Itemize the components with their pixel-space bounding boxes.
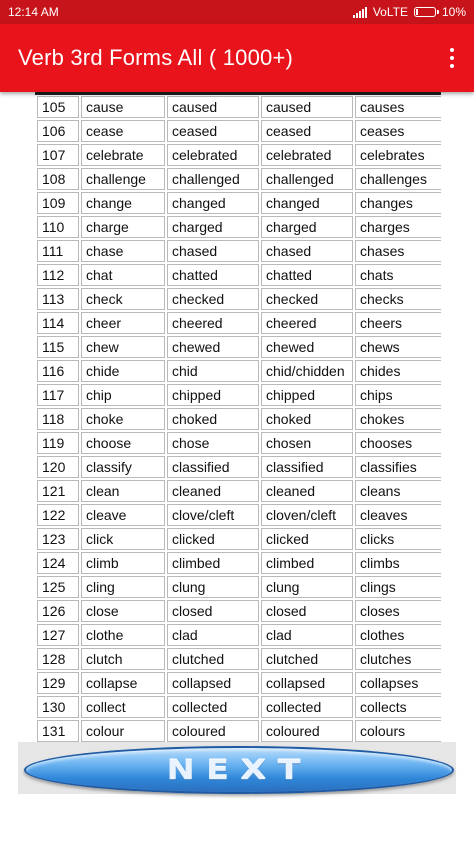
table-row	[37, 552, 441, 574]
cell-past-participle: checked	[261, 288, 353, 310]
cell-past-participle: ceased	[261, 120, 353, 142]
cell-past-form: choked	[167, 408, 259, 430]
cell-base-form: clean	[81, 480, 165, 502]
cell-base-form: chide	[81, 360, 165, 382]
cell-third-person-form: chokes	[355, 408, 441, 430]
cell-third-person-form: causes	[355, 96, 441, 118]
cell-third-person-form: chews	[355, 336, 441, 358]
cell-past-participle: celebrated	[261, 144, 353, 166]
cell-base-form: change	[81, 192, 165, 214]
cell-third-person-form: collapses	[355, 672, 441, 694]
table-row	[37, 720, 441, 742]
cell-past-form: chid	[167, 360, 259, 382]
table-row	[37, 192, 441, 214]
cell-row-number: 108	[37, 168, 79, 190]
table-row	[37, 120, 441, 142]
cell-base-form: choke	[81, 408, 165, 430]
cell-past-participle: challenged	[261, 168, 353, 190]
cell-row-number: 125	[37, 576, 79, 598]
cell-row-number: 118	[37, 408, 79, 430]
cell-third-person-form: changes	[355, 192, 441, 214]
cell-row-number: 127	[37, 624, 79, 646]
cell-base-form: chew	[81, 336, 165, 358]
cell-base-form: classify	[81, 456, 165, 478]
cell-base-form: clothe	[81, 624, 165, 646]
cell-third-person-form: charges	[355, 216, 441, 238]
cell-third-person-form: colours	[355, 720, 441, 742]
cell-row-number: 109	[37, 192, 79, 214]
cell-row-number: 123	[37, 528, 79, 550]
cell-past-participle: changed	[261, 192, 353, 214]
cell-past-participle: clad	[261, 624, 353, 646]
cell-third-person-form: chooses	[355, 432, 441, 454]
status-bar	[0, 0, 474, 24]
table-row	[37, 504, 441, 526]
cell-third-person-form: closes	[355, 600, 441, 622]
cell-row-number: 106	[37, 120, 79, 142]
cell-past-participle: cheered	[261, 312, 353, 334]
table-row	[37, 240, 441, 262]
battery-icon	[414, 7, 436, 17]
cell-base-form: cause	[81, 96, 165, 118]
cell-row-number: 112	[37, 264, 79, 286]
cell-third-person-form: ceases	[355, 120, 441, 142]
cell-past-form: celebrated	[167, 144, 259, 166]
battery-percent: 10%	[441, 5, 466, 19]
table-row	[37, 624, 441, 646]
cell-base-form: choose	[81, 432, 165, 454]
cell-past-form: chased	[167, 240, 259, 262]
cell-third-person-form: cleaves	[355, 504, 441, 526]
table-row	[37, 408, 441, 430]
table-row	[37, 96, 441, 118]
cell-past-participle: chid/chidden	[261, 360, 353, 382]
cell-past-form: clad	[167, 624, 259, 646]
table-row	[37, 144, 441, 166]
cell-base-form: collect	[81, 696, 165, 718]
cell-base-form: charge	[81, 216, 165, 238]
next-button[interactable]	[24, 746, 454, 794]
table-row	[37, 528, 441, 550]
cell-past-participle: clutched	[261, 648, 353, 670]
cell-third-person-form: chats	[355, 264, 441, 286]
cell-past-form: chipped	[167, 384, 259, 406]
cell-third-person-form: chides	[355, 360, 441, 382]
cell-row-number: 126	[37, 600, 79, 622]
app-title: Verb 3rd Forms All ( 1000+)	[18, 45, 294, 70]
cell-base-form: close	[81, 600, 165, 622]
cell-past-participle: closed	[261, 600, 353, 622]
table-row	[37, 264, 441, 286]
cell-third-person-form: cleans	[355, 480, 441, 502]
cell-third-person-form: chips	[355, 384, 441, 406]
cell-row-number: 128	[37, 648, 79, 670]
cell-past-participle: choked	[261, 408, 353, 430]
table-row	[37, 336, 441, 358]
cell-past-participle: collapsed	[261, 672, 353, 694]
next-button-label: NEXT	[166, 754, 312, 786]
cell-base-form: clutch	[81, 648, 165, 670]
cell-third-person-form: classifies	[355, 456, 441, 478]
cell-past-participle: collected	[261, 696, 353, 718]
cell-past-form: clung	[167, 576, 259, 598]
bottom-bar	[18, 742, 456, 794]
cell-row-number: 110	[37, 216, 79, 238]
cell-row-number: 121	[37, 480, 79, 502]
cell-past-participle: cloven/cleft	[261, 504, 353, 526]
cell-row-number: 122	[37, 504, 79, 526]
status-time: 12:14 AM	[8, 5, 59, 19]
cell-row-number: 119	[37, 432, 79, 454]
verb-forms-table	[35, 94, 441, 742]
cell-third-person-form: collects	[355, 696, 441, 718]
cell-past-participle: clicked	[261, 528, 353, 550]
table-row	[37, 696, 441, 718]
table-row	[37, 648, 441, 670]
cell-row-number: 114	[37, 312, 79, 334]
cell-past-form: charged	[167, 216, 259, 238]
cell-third-person-form: cheers	[355, 312, 441, 334]
cell-row-number: 115	[37, 336, 79, 358]
table-row	[37, 216, 441, 238]
cell-third-person-form: challenges	[355, 168, 441, 190]
cell-base-form: cease	[81, 120, 165, 142]
table-row	[37, 312, 441, 334]
cell-past-form: collected	[167, 696, 259, 718]
table-row	[37, 288, 441, 310]
signal-icon	[353, 7, 367, 18]
cell-third-person-form: checks	[355, 288, 441, 310]
cell-past-form: challenged	[167, 168, 259, 190]
cell-past-form: collapsed	[167, 672, 259, 694]
table-row	[37, 600, 441, 622]
cell-past-form: classified	[167, 456, 259, 478]
app-bar	[0, 24, 474, 92]
cell-past-participle: chewed	[261, 336, 353, 358]
cell-third-person-form: chases	[355, 240, 441, 262]
cell-past-form: coloured	[167, 720, 259, 742]
network-type: VoLTE	[372, 5, 408, 19]
table-row	[37, 360, 441, 382]
cell-base-form: chip	[81, 384, 165, 406]
cell-past-form: ceased	[167, 120, 259, 142]
cell-base-form: cleave	[81, 504, 165, 526]
cell-base-form: colour	[81, 720, 165, 742]
cell-past-form: changed	[167, 192, 259, 214]
table-row	[37, 432, 441, 454]
cell-past-participle: cleaned	[261, 480, 353, 502]
status-indicators	[353, 5, 466, 19]
cell-third-person-form: clothes	[355, 624, 441, 646]
cell-third-person-form: clings	[355, 576, 441, 598]
cell-row-number: 131	[37, 720, 79, 742]
cell-row-number: 116	[37, 360, 79, 382]
table-row	[37, 384, 441, 406]
table-row	[37, 672, 441, 694]
cell-past-participle: chatted	[261, 264, 353, 286]
cell-past-form: climbed	[167, 552, 259, 574]
cell-row-number: 120	[37, 456, 79, 478]
cell-base-form: challenge	[81, 168, 165, 190]
cell-past-participle: classified	[261, 456, 353, 478]
cell-base-form: chase	[81, 240, 165, 262]
cell-past-participle: charged	[261, 216, 353, 238]
cell-past-form: clove/cleft	[167, 504, 259, 526]
cell-row-number: 113	[37, 288, 79, 310]
cell-past-form: chose	[167, 432, 259, 454]
cell-row-number: 117	[37, 384, 79, 406]
cell-base-form: collapse	[81, 672, 165, 694]
cell-past-form: clutched	[167, 648, 259, 670]
cell-past-form: closed	[167, 600, 259, 622]
overflow-menu-icon[interactable]	[444, 46, 460, 70]
cell-row-number: 111	[37, 240, 79, 262]
cell-base-form: chat	[81, 264, 165, 286]
cell-past-participle: chipped	[261, 384, 353, 406]
cell-past-form: clicked	[167, 528, 259, 550]
cell-past-form: chewed	[167, 336, 259, 358]
table-row	[37, 576, 441, 598]
cell-row-number: 130	[37, 696, 79, 718]
cell-row-number: 124	[37, 552, 79, 574]
cell-past-participle: chosen	[261, 432, 353, 454]
cell-past-form: checked	[167, 288, 259, 310]
cell-row-number: 107	[37, 144, 79, 166]
cell-base-form: cling	[81, 576, 165, 598]
cell-past-form: cleaned	[167, 480, 259, 502]
cell-base-form: celebrate	[81, 144, 165, 166]
cell-past-form: cheered	[167, 312, 259, 334]
cell-third-person-form: clicks	[355, 528, 441, 550]
verb-table-scroll[interactable]	[35, 92, 441, 742]
table-row	[37, 168, 441, 190]
cell-past-participle: climbed	[261, 552, 353, 574]
cell-past-participle: clung	[261, 576, 353, 598]
cell-third-person-form: clutches	[355, 648, 441, 670]
cell-past-participle: caused	[261, 96, 353, 118]
cell-past-form: caused	[167, 96, 259, 118]
cell-base-form: check	[81, 288, 165, 310]
cell-third-person-form: climbs	[355, 552, 441, 574]
cell-past-participle: chased	[261, 240, 353, 262]
table-row	[37, 456, 441, 478]
table-row	[37, 480, 441, 502]
cell-past-form: chatted	[167, 264, 259, 286]
cell-past-participle: coloured	[261, 720, 353, 742]
cell-base-form: cheer	[81, 312, 165, 334]
cell-base-form: click	[81, 528, 165, 550]
cell-row-number: 129	[37, 672, 79, 694]
cell-third-person-form: celebrates	[355, 144, 441, 166]
cell-base-form: climb	[81, 552, 165, 574]
cell-row-number: 105	[37, 96, 79, 118]
